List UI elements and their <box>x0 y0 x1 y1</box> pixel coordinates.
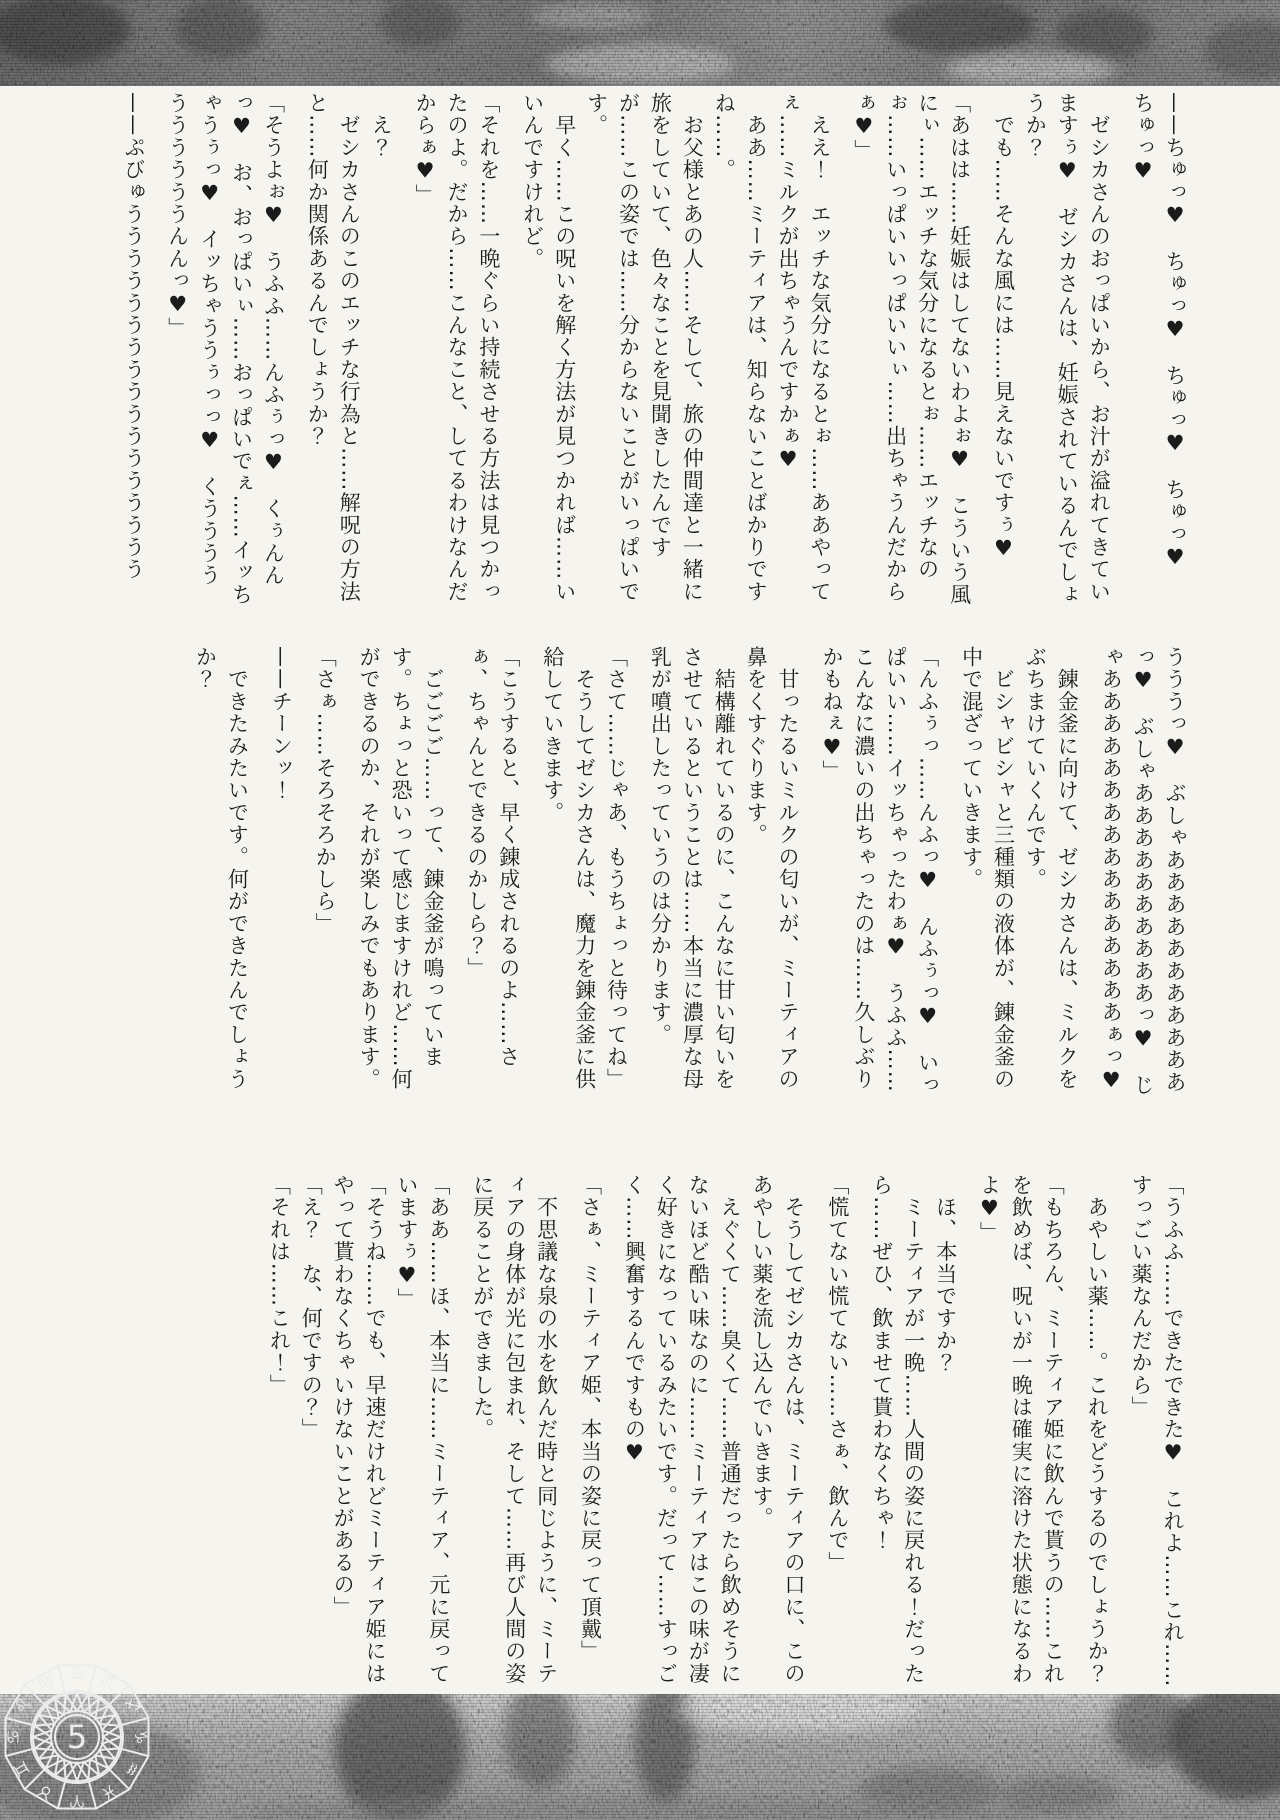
paragraph: えぐくて……臭くて……普通だったら飲めそうにないほど酷い味なのに……ミーティアはこの味が凄く好きになっているみたいです。だって……すっごく……興奮するんですもの♥ <box>622 1174 743 1685</box>
paragraph: ええ！ エッチな気分になるとぉ……ああやってぇ……ミルクが出ちゃうんですかぁ♥ <box>776 92 832 603</box>
zodiac-glyph: ♑ <box>130 1729 150 1745</box>
paragraph: 「それを……一晩ぐらい持続させる方法は見つかったのよ。だから……こんなこと、してるわけなんだからぁ♥」 <box>413 92 501 603</box>
paragraph: 「さぁ……そろそろかしら」 <box>313 646 338 935</box>
zodiac-glyph: ♊ <box>9 1756 35 1781</box>
text-band-2 <box>189 646 1190 1104</box>
zodiac-glyph: ♉ <box>33 1779 58 1805</box>
emblem-spoke <box>89 1666 96 1693</box>
paragraph: 不思議な泉の水を飲んだ時と同じように、ミーティアの身体が光に包まれ、そして……再び人間の姿に戻ることができました。 <box>470 1174 559 1685</box>
paragraph: ゼシカさんのおっぱいから、お汁が溢れてきていますぅ♥ ゼシカさんは、妊娠されているんでしょうか？ <box>1023 92 1112 606</box>
paragraph: 「え？ な、何ですの？」 <box>299 1174 324 1441</box>
paragraph: 結構離れているのに、こんなに甘い匂いをさせているということは……本当に濃厚な母乳が噴出したっていうのは分かります。 <box>648 646 737 1090</box>
paragraph: ——ちゅっ♥ ちゅっ♥ ちゅっ♥ ちゅっ♥ ちゅっ♥ <box>1131 92 1187 593</box>
zodiac-glyph: ♐ <box>119 1693 145 1718</box>
paragraph: お父様とあの人……そして、旅の仲間達と一緒に旅をしていて、色々なことを見聞きしたんですが……この姿では……分からないことがいっぱいです。 <box>584 92 705 603</box>
emblem-spoke <box>58 1666 65 1693</box>
zodiac-glyph: ♎ <box>69 1664 85 1684</box>
paragraph: 「そうね……でも、早速だけれどミーティア姫にはやって貰わなくちゃいけないことがあるの」 <box>331 1174 388 1685</box>
emblem-spoke <box>121 1749 148 1756</box>
paragraph: そうしてゼシカさんは、魔力を錬金釜に供給していきます。 <box>540 646 597 1090</box>
zodiac-glyph: ♌ <box>9 1693 35 1718</box>
paragraph: そうしてゼシカさんは、ミーティアの口に、このあやしい薬を流し込んでいきます。 <box>750 1174 806 1685</box>
zodiac-glyph: ♋ <box>4 1729 24 1745</box>
emblem-spoke <box>58 1781 65 1808</box>
paragraph: ゼシカさんのこのエッチな行為と……解呪の方法と……何か関係あるんでしょうか？ <box>305 92 362 603</box>
zodiac-glyph: ♏ <box>96 1669 121 1695</box>
paragraph: え？ <box>369 92 394 159</box>
text-band-3 <box>262 1174 1188 1702</box>
photo-strip-top-image <box>0 0 1280 86</box>
paragraph: 「もちろん、ミーティア姫に飲んで貰うの……これを飲めば、呪いが一晩は確実に溶けた状態になるわよ♥」 <box>977 1174 1066 1685</box>
paragraph: 「さて……じゃあ、もうちょっと待ってね」 <box>604 646 629 1090</box>
emblem-spoke <box>6 1718 33 1725</box>
zodiac-wheel <box>2 1660 152 1820</box>
page-number: 5 <box>66 1718 88 1756</box>
paragraph: 「ああ……ほ、本当に……ミーティア、元に戻っていますぅ♥」 <box>394 1174 451 1685</box>
paragraph: 甘ったるいミルクの匂いが、ミーティアの鼻をくすぐります。 <box>744 646 801 1090</box>
zodiac-glyph: ♒ <box>119 1756 145 1781</box>
zodiac-glyph: ♓ <box>96 1779 121 1805</box>
paragraph: ああ……ミーティアは、知らないことばかりですね……。 <box>712 92 769 603</box>
photo-strip-bottom <box>0 1694 1280 1820</box>
paragraph: 錬金釜に向けて、ゼシカさんは、ミルクをぶちまけていくんです。 <box>1023 646 1080 1090</box>
paragraph: 「こうすると、早く錬成されるのよ……さぁ、ちゃんとできるのかしら？」 <box>464 646 521 1068</box>
paragraph: 「あはは……妊娠はしてないわよぉ♥ こういう風にぃ……エッチな気分になるとぉ……エッチなのぉ……いっぱいいっぱいいぃ……出ちゃうんだからぁ♥」 <box>851 92 972 606</box>
emblem-spoke <box>121 1718 148 1725</box>
paragraph: 「そうよぉ♥ うふふ……んふぅっ♥ くぅんんっ♥ お、おっぱいぃ……おっぱいでぇ……イッちゃうぅっ♥ イッちゃううぅっっ♥ くううううううううううんんっ♥」 <box>165 92 286 606</box>
paragraph: 「それは……これ！」 <box>267 1174 292 1396</box>
paragraph: ビシャビシャと三種類の液体が、錬金釜の中で混ざっていきます。 <box>959 646 1016 1090</box>
paragraph: でも……そんな風には……見えないですぅ♥ <box>991 92 1016 562</box>
paragraph: ——ぷびゅううううううううううううううううう <box>121 92 146 581</box>
photo-strip-top <box>0 0 1280 86</box>
zodiac-glyph: ♍ <box>33 1669 58 1695</box>
paragraph: あやしい薬……。これをどうするのでしょうか？ <box>1085 1174 1110 1685</box>
paragraph: ミーティアが一晩……人間の姿に戻れる！だったら……ぜひ、飲ませて貰わなくちゃ！ <box>869 1174 926 1685</box>
zodiac-page-emblem <box>2 1660 152 1820</box>
paragraph: 「んふぅっ……んふっ♥ んふぅっ♥ いっぱいい……イッちゃったわぁ♥ うふふ……こんなに濃いの出ちゃったのは……久しぶりかもねぇ♥」 <box>819 646 940 1096</box>
emblem-spoke <box>6 1749 33 1756</box>
zodiac-glyph: ♈ <box>69 1790 85 1810</box>
paragraph: できたみたいです。何ができたんでしょうか？ <box>193 646 250 1090</box>
photo-strip-bottom-image <box>0 1694 1280 1820</box>
paragraph: 「慌てない慌てない……さぁ、飲んで」 <box>825 1174 850 1574</box>
paragraph: 「うふふ……できたできた♥ これよ……これ……すっごい薬なんだから」 <box>1129 1174 1185 1688</box>
paragraph: 「さぁ、ミーティア姫、本当の姿に戻って頂戴」 <box>578 1174 603 1663</box>
text-band-1 <box>117 92 1190 608</box>
paragraph: ごごごご……って、錬金釜が鳴っています。ちょっと恐いって感じますけれど……何ができるのか、それが楽しみでもあります。 <box>357 646 445 1090</box>
paragraph: うううっ♥ ぶしゃあああああああああああっ♥ ぶしゃああああああああああっ♥ じゃああああああああああああああああぁっ♥ <box>1099 646 1187 1096</box>
paragraph: ——チーンッ！ <box>269 646 294 802</box>
paragraph: ほ、本当ですか？ <box>933 1174 958 1374</box>
paragraph: 早く……この呪いを解く方法が見つかれば……いいんですけれど。 <box>520 92 577 603</box>
emblem-spoke <box>89 1781 96 1808</box>
